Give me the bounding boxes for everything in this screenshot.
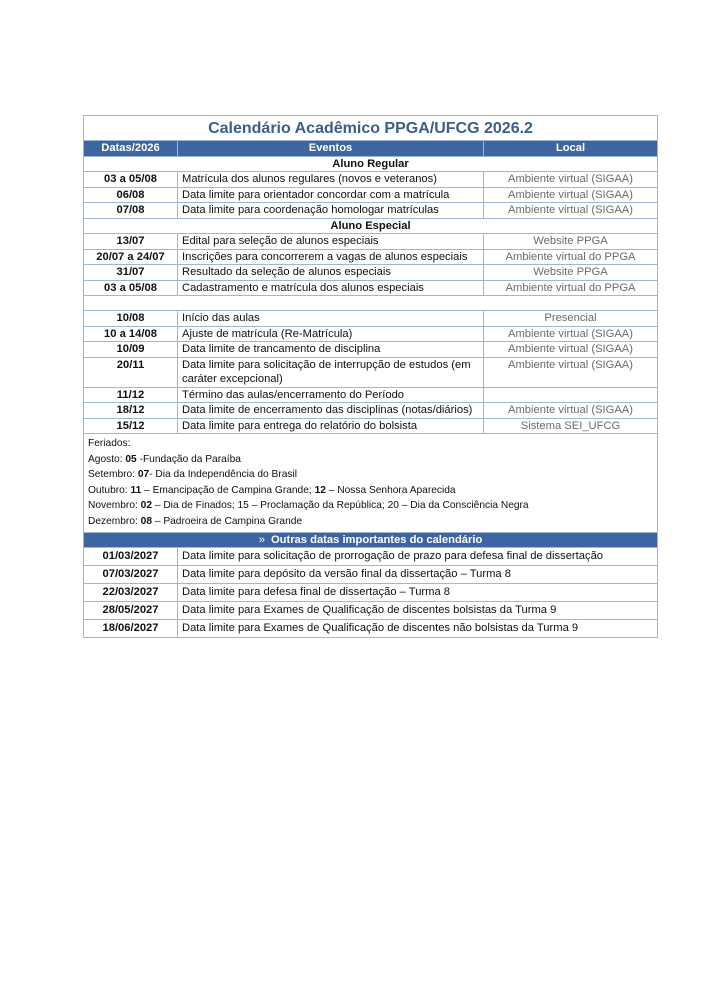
holiday-month: Novembro: xyxy=(88,500,141,512)
row-date: 11/12 xyxy=(84,387,178,403)
holiday-desc: – Nossa Senhora Aparecida xyxy=(325,484,456,496)
table-row xyxy=(84,357,658,387)
row-place xyxy=(484,387,658,403)
row-place: Ambiente virtual (SIGAA) xyxy=(484,342,658,358)
other-dates-header xyxy=(84,532,658,548)
table-row xyxy=(84,234,658,250)
row-place: Ambiente virtual (SIGAA) xyxy=(484,187,658,203)
section-row xyxy=(84,218,658,234)
holiday-desc: - Dia da Independência do Brasil xyxy=(149,469,298,481)
holidays-row xyxy=(84,434,658,533)
row-event: Data limite para entrega do relatório do bolsista xyxy=(178,418,484,434)
row-event: Data limite para solicitação de prorrogação de prazo para defesa final de dissertação xyxy=(178,548,658,566)
holidays-cell xyxy=(84,434,658,533)
row-place: Website PPGA xyxy=(484,265,658,281)
holiday-month: Setembro: xyxy=(88,469,138,481)
col-header-events: Eventos xyxy=(178,141,484,157)
row-place: Ambiente virtual do PPGA xyxy=(484,249,658,265)
row-event: Data limite para orientador concordar com a matrícula xyxy=(178,187,484,203)
row-date: 10/08 xyxy=(84,311,178,327)
title-row xyxy=(84,116,658,141)
table-row xyxy=(84,548,658,566)
table-row xyxy=(84,602,658,620)
table-row xyxy=(84,387,658,403)
row-event: Data limite para coordenação homologar matrículas xyxy=(178,203,484,219)
holiday-month: Agosto: xyxy=(88,453,126,465)
section-title-especial: Aluno Especial xyxy=(84,218,658,234)
row-place: Ambiente virtual (SIGAA) xyxy=(484,357,658,387)
holiday-day: 11 xyxy=(130,484,142,496)
row-event: Resultado da seleção de alunos especiais xyxy=(178,265,484,281)
holiday-line xyxy=(88,514,653,530)
row-event: Data limite para Exames de Qualificação de discentes bolsistas da Turma 9 xyxy=(178,602,658,620)
header-row xyxy=(84,141,658,157)
row-event: Data limite de trancamento de disciplina xyxy=(178,342,484,358)
holiday-day: 05 xyxy=(125,453,137,465)
row-date: 10/09 xyxy=(84,342,178,358)
table-row xyxy=(84,172,658,188)
row-place: Sistema SEI_UFCG xyxy=(484,418,658,434)
section-row xyxy=(84,156,658,172)
row-date: 22/03/2027 xyxy=(84,584,178,602)
double-chevron-right-icon: » xyxy=(258,533,265,546)
table-row xyxy=(84,403,658,419)
table-row xyxy=(84,265,658,281)
holiday-line xyxy=(88,467,653,483)
holiday-desc: – Emancipação de Campina Grande; xyxy=(141,484,315,496)
table-row xyxy=(84,326,658,342)
table-row xyxy=(84,280,658,296)
row-date: 15/12 xyxy=(84,418,178,434)
other-dates-header-row xyxy=(84,532,658,548)
page-title: Calendário Acadêmico PPGA/UFCG 2026.2 xyxy=(84,116,658,141)
table-row xyxy=(84,620,658,638)
holiday-month: Dezembro: xyxy=(88,515,141,527)
holiday-desc: -Fundação da Paraíba xyxy=(136,453,241,465)
row-date: 28/05/2027 xyxy=(84,602,178,620)
blank-cell xyxy=(84,296,658,311)
holiday-month: Outubro: xyxy=(88,484,131,496)
row-event: Data limite para solicitação de interrupção de estudos (em caráter excepcional) xyxy=(178,357,484,387)
row-date: 03 a 05/08 xyxy=(84,280,178,296)
holiday-day: 12 xyxy=(314,484,326,496)
row-date: 01/03/2027 xyxy=(84,548,178,566)
table-row xyxy=(84,311,658,327)
row-event: Edital para seleção de alunos especiais xyxy=(178,234,484,250)
row-event: Inscrições para concorrerem a vagas de alunos especiais xyxy=(178,249,484,265)
table-row xyxy=(84,566,658,584)
holiday-line xyxy=(88,483,653,499)
row-place: Ambiente virtual (SIGAA) xyxy=(484,403,658,419)
row-date: 10 a 14/08 xyxy=(84,326,178,342)
row-date: 20/11 xyxy=(84,357,178,387)
holiday-desc: – Dia de Finados; 15 – Proclamação da República; 20 – Dia da Consciência Negra xyxy=(152,500,529,512)
holiday-line xyxy=(88,498,653,514)
row-place: Ambiente virtual (SIGAA) xyxy=(484,326,658,342)
row-event: Matrícula dos alunos regulares (novos e veteranos) xyxy=(178,172,484,188)
row-date: 03 a 05/08 xyxy=(84,172,178,188)
holiday-day: 08 xyxy=(140,515,152,527)
calendar-document xyxy=(83,115,657,638)
section-title-regular: Aluno Regular xyxy=(84,156,658,172)
row-event: Cadastramento e matrícula dos alunos especiais xyxy=(178,280,484,296)
row-date: 31/07 xyxy=(84,265,178,281)
row-date: 06/08 xyxy=(84,187,178,203)
table-row xyxy=(84,342,658,358)
table-row xyxy=(84,203,658,219)
row-event: Data limite para depósito da versão final da dissertação – Turma 8 xyxy=(178,566,658,584)
table-row xyxy=(84,584,658,602)
calendar-table xyxy=(83,115,658,638)
row-place: Ambiente virtual do PPGA xyxy=(484,280,658,296)
blank-row xyxy=(84,296,658,311)
row-event: Ajuste de matrícula (Re-Matrícula) xyxy=(178,326,484,342)
row-date: 07/03/2027 xyxy=(84,566,178,584)
row-event: Data limite de encerramento das disciplinas (notas/diários) xyxy=(178,403,484,419)
holiday-desc: – Padroeira de Campina Grande xyxy=(152,515,303,527)
col-header-dates: Datas/2026 xyxy=(84,141,178,157)
row-date: 07/08 xyxy=(84,203,178,219)
holiday-day: 02 xyxy=(140,500,152,512)
row-event: Data limite para Exames de Qualificação de discentes não bolsistas da Turma 9 xyxy=(178,620,658,638)
row-event: Início das aulas xyxy=(178,311,484,327)
row-place: Ambiente virtual (SIGAA) xyxy=(484,172,658,188)
other-dates-title: Outras datas importantes do calendário xyxy=(270,533,483,546)
col-header-place: Local xyxy=(484,141,658,157)
table-row xyxy=(84,249,658,265)
row-date: 18/06/2027 xyxy=(84,620,178,638)
holidays-heading: Feriados: xyxy=(88,438,131,449)
row-event: Término das aulas/encerramento do Período xyxy=(178,387,484,403)
row-date: 18/12 xyxy=(84,403,178,419)
row-place: Presencial xyxy=(484,311,658,327)
row-place: Ambiente virtual (SIGAA) xyxy=(484,203,658,219)
holiday-day: 07 xyxy=(137,469,150,481)
row-event: Data limite para defesa final de dissertação – Turma 8 xyxy=(178,584,658,602)
table-row xyxy=(84,418,658,434)
holiday-line xyxy=(88,452,653,468)
row-date: 20/07 a 24/07 xyxy=(84,249,178,265)
table-row xyxy=(84,187,658,203)
row-place: Website PPGA xyxy=(484,234,658,250)
row-date: 13/07 xyxy=(84,234,178,250)
